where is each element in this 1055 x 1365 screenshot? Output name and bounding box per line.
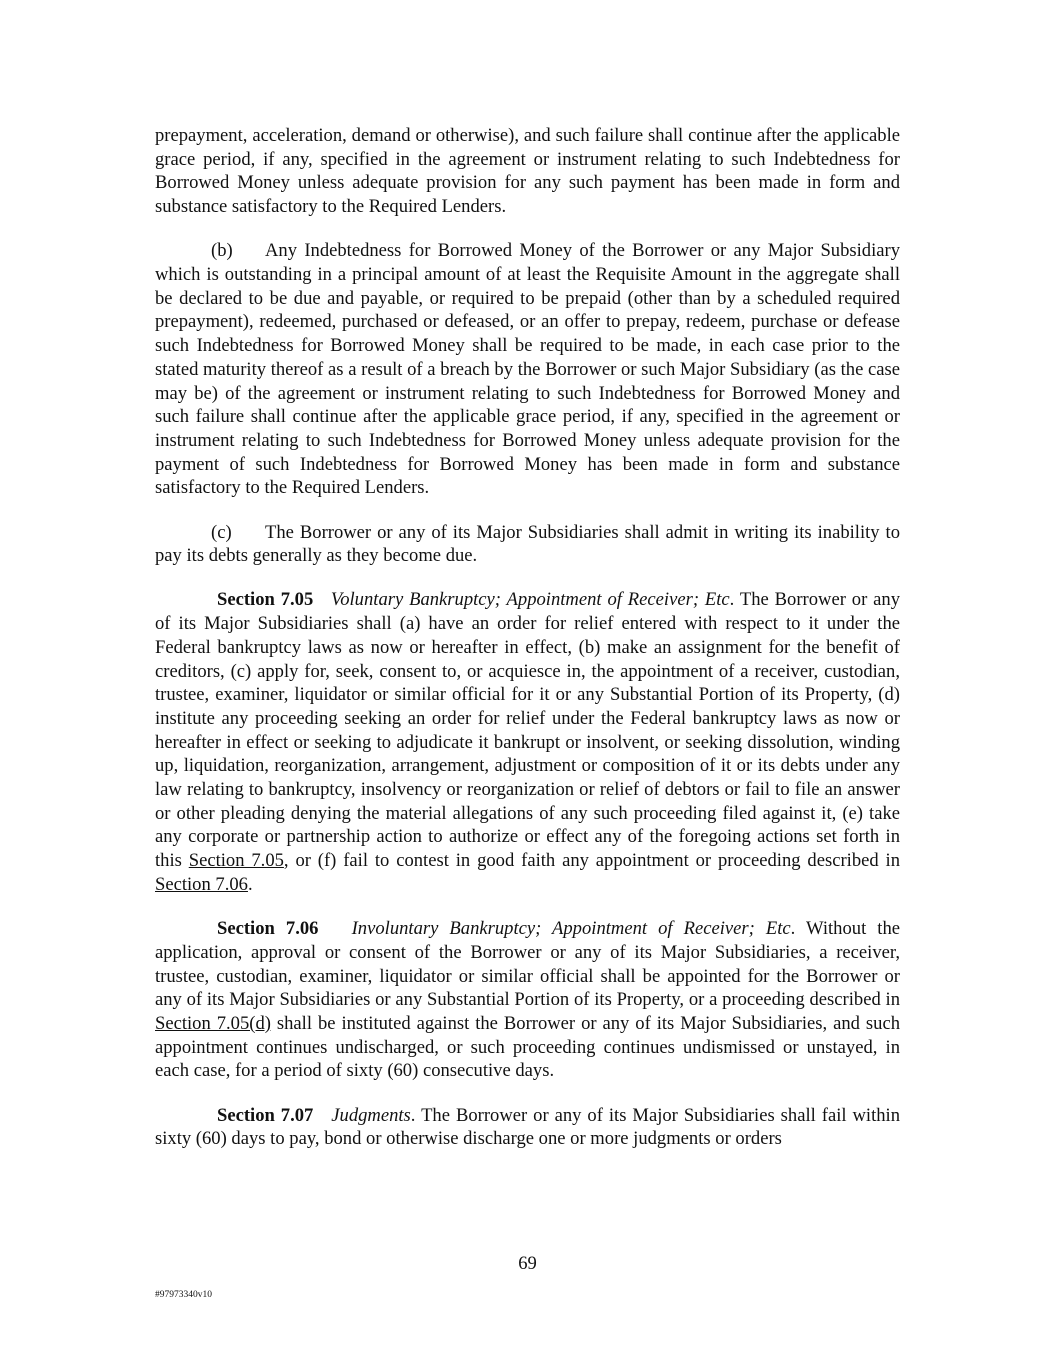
- cross-reference-link[interactable]: Section 7.06: [155, 873, 248, 895]
- document-body: [155, 124, 900, 1171]
- section-number: Section 7.07: [217, 1104, 314, 1126]
- section-title: Voluntary Bankruptcy; Appointment of Receiver; Etc: [330, 589, 730, 611]
- clause-text-b: Any Indebtedness for Borrowed Money of the Borrower or any Major Subsidiary which is outstanding in a principal amount of at least the Requisite Amount in the aggregate shall be declared to be due and payable, or required to be prepaid (other than by a scheduled required prepayment), redeemed, purchased or defeased, or an offer to prepay, redeem, purchase or defease such Indebtedness for Borrowed Money shall be required to be made, in each case prior to the stated maturity thereof as a result of a breach by the Borrower or such Major Subsidiary (as the case may be) of the agreement or instrument relating to such Indebtedness for Borrowed Money and such failure shall continue after the applicable grace period, if any, specified in the agreement or instrument relating to such Indebtedness for Borrowed Money unless adequate provision for the payment of such Indebtedness for Borrowed Money has been made in form and substance satisfactory to the Required Lenders.: [155, 240, 900, 499]
- section-number: Section 7.06: [217, 918, 319, 940]
- section-title: Involuntary Bankruptcy; Appointment of Receiver; Etc: [351, 918, 791, 940]
- clause-label-b: (b): [211, 240, 233, 262]
- cross-reference-link[interactable]: Section 7.05: [188, 850, 284, 872]
- document-id: #97973340v10: [155, 1290, 212, 1300]
- section-7-05: [155, 588, 900, 896]
- section-title: Judgments: [331, 1104, 411, 1126]
- section-7-07: [155, 1104, 900, 1151]
- paragraph-c: [155, 521, 900, 568]
- section-number: Section 7.05: [217, 589, 314, 611]
- paragraph-continued: [155, 124, 900, 219]
- section-text: .: [247, 873, 253, 895]
- section-text: shall be instituted against the Borrower or any of its Major Subsidiaries, and such appointment continues undischarged, or such proceeding continues undismissed or unstayed, in each case, for a period of sixty (60) consecutive days.: [155, 1012, 900, 1082]
- paragraph-b: [155, 239, 900, 500]
- section-text: . The Borrower or any of its Major Subsidiaries shall (a) have an order for relief entered with respect to it under the Federal bankruptcy laws as now or hereafter in effect, (b) make an assignment for the benefit of creditors, (c) apply for, seek, consent to, or acquiesce in, the appointment of a receiver, custodian, trustee, examiner, liquidator or similar official for it or any Substantial Portion of its Property, (d) institute any proceeding seeking an order for relief under the Federal bankruptcy laws as now or hereafter in effect or seeking to adjudicate it bankrupt or insolvent, or seeking dissolution, winding up, liquidation, reorganization, arrangement, adjustment or composition of it or its debts under any law relating to bankruptcy, insolvency or reorganization or relief of debtors or fail to file an answer or other pleading denying the material allegations of any such proceeding filed against it, (e) take any corporate or partnership action to authorize or effect any of the foregoing actions set forth in this: [155, 589, 901, 872]
- clause-label-c: (c): [211, 521, 232, 543]
- section-text: . Without the application, approval or consent of the Borrower or any of its Major Subsidiaries, a receiver, trustee, custodian, examiner, liquidator or similar official shall be appointed for the Borrower or any of its Major Subsidiaries or any Substantial Portion of its Property, or a proceeding described in: [155, 918, 900, 1011]
- section-text: . The Borrower or any of its Major Subsidiaries shall fail within sixty (60) days to pay, bond or otherwise discharge one or more judgments or orders: [155, 1104, 901, 1150]
- section-7-06: [155, 917, 900, 1083]
- cross-reference-link[interactable]: Section 7.05(d): [155, 1012, 271, 1034]
- paragraph-text: prepayment, acceleration, demand or otherwise), and such failure shall continue after the applicable grace period, if any, specified in the agreement or instrument relating to such Indebtedness for Borrowed Money unless adequate provision for any such payment has been made in form and substance satisfactory to the Required Lenders.: [155, 125, 900, 218]
- page-number: 69: [518, 1253, 537, 1274]
- section-text: , or (f) fail to contest in good faith any appointment or proceeding described in: [283, 850, 900, 872]
- clause-text-c: The Borrower or any of its Major Subsidiaries shall admit in writing its inability to pay its debts generally as they become due.: [155, 521, 900, 567]
